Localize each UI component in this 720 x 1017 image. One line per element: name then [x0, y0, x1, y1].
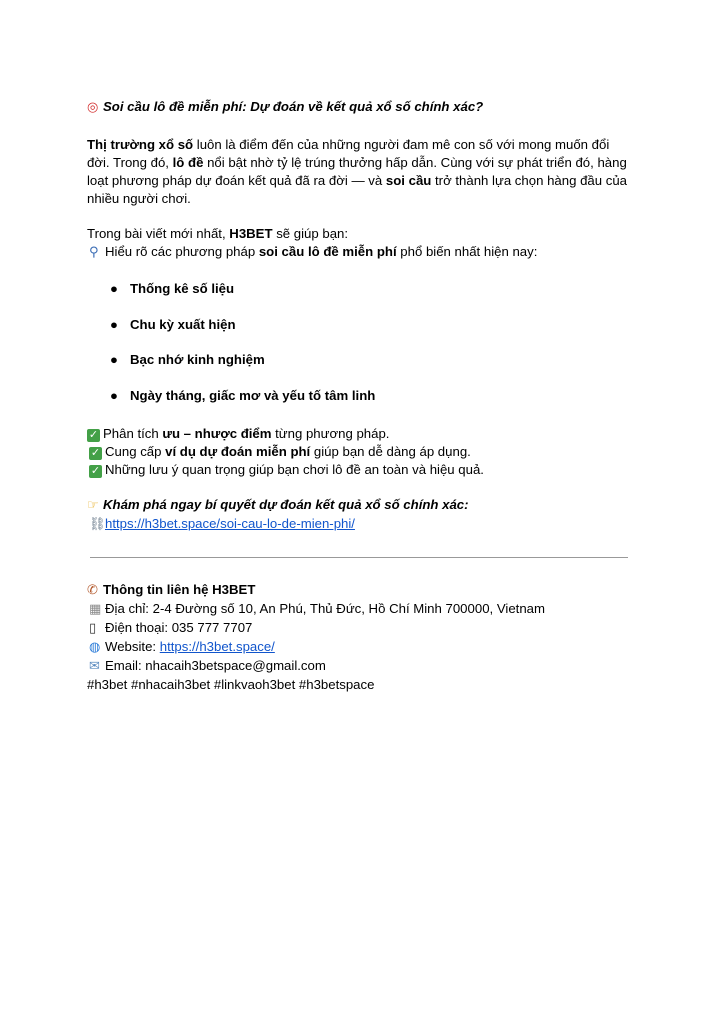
pointing-hand-icon: ☞	[87, 497, 99, 513]
link-icon: ⛓	[89, 516, 106, 532]
benefit-item	[87, 425, 635, 443]
check-icon: ✓	[90, 446, 101, 459]
list-item	[87, 316, 635, 334]
benefit-item	[87, 461, 635, 479]
explore-text: Khám phá ngay bí quyết dự đoán kết quả xổ số chính xác:	[103, 496, 469, 512]
building-icon: ▦	[89, 601, 102, 617]
article-heading	[87, 98, 635, 117]
list-item-label: Thống kê số liệu	[130, 281, 235, 296]
benefit-text-end: từng phương pháp.	[271, 425, 390, 441]
document-body	[87, 98, 635, 694]
help-brand: H3BET	[229, 226, 273, 241]
benefit-bold: ví dụ dự đoán miễn phí	[165, 443, 311, 459]
list-item-label: Chu kỳ xuất hiện	[130, 316, 236, 332]
help-line2-text-2: phổ biến nhất hiện nay:	[396, 244, 538, 259]
intro-paragraph	[87, 136, 635, 208]
phone-text: Điện thoại: 035 777 7707	[105, 619, 253, 635]
help-text-1: Trong bài viết mới nhất,	[87, 226, 230, 241]
intro-bold-3: soi cầu	[385, 173, 432, 188]
mobile-icon: ▯	[89, 620, 97, 636]
benefit-bold: ưu – nhược điểm	[162, 425, 272, 441]
list-item	[87, 280, 635, 298]
methods-list	[87, 280, 635, 405]
divider	[90, 557, 628, 558]
hashtags: #h3bet #nhacaih3bet #linkvaoh3bet #h3betspace	[87, 676, 375, 692]
contact-address	[87, 600, 635, 619]
target-icon: ◎	[87, 100, 99, 115]
list-item	[87, 387, 635, 405]
contact-section	[87, 581, 635, 676]
benefits-list	[87, 425, 635, 479]
contact-website	[87, 638, 635, 657]
magnifier-icon: ⚲	[89, 245, 99, 260]
bullet-icon: ●	[110, 352, 118, 367]
intro-text-3: trở thành lựa chọn hàng đầu của nhiều người chơi.	[87, 173, 628, 206]
benefit-text: Cung cấp	[105, 443, 166, 459]
help-line	[87, 225, 635, 243]
email-icon: ✉	[89, 658, 100, 674]
list-item-label: Bạc nhớ kinh nghiệm	[130, 352, 265, 367]
website-link[interactable]: https://h3bet.space/	[159, 638, 275, 654]
check-icon: ✓	[90, 464, 101, 477]
heading-text: Soi cầu lô đề miễn phí: Dự đoán về kết quả xổ số chính xác?	[103, 99, 484, 114]
explore-line	[87, 496, 635, 515]
help-line-2	[87, 243, 635, 262]
website-label: Website:	[105, 638, 160, 654]
benefit-item	[87, 443, 635, 461]
contact-title	[87, 581, 635, 600]
bullet-icon: ●	[110, 387, 118, 403]
phone-icon: ✆	[87, 582, 98, 598]
article-link[interactable]: https://h3bet.space/soi-cau-lo-de-mien-phi/	[105, 515, 355, 531]
check-icon: ✓	[88, 428, 99, 441]
contact-phone	[87, 619, 635, 638]
benefit-text: Những lưu ý quan trọng giúp bạn chơi lô đề an toàn và hiệu quả.	[105, 461, 484, 477]
benefit-text-end: giúp bạn dễ dàng áp dụng.	[310, 443, 471, 459]
help-line2-bold: soi cầu lô đề miễn phí	[258, 244, 397, 259]
intro-bold-2: lô đề	[172, 155, 204, 170]
intro-text-2: nổi bật nhờ tỷ lệ trúng thưởng hấp dẫn. Cùng với sự phát triển đó, hàng loạt phương pháp dự đoán kết quả đã ra đời — và	[87, 155, 627, 188]
globe-icon: ◍	[89, 639, 101, 655]
help-line2-text-1: Hiểu rõ các phương pháp	[105, 244, 259, 259]
email-text: Email: nhacaih3betspace@gmail.com	[105, 657, 326, 673]
intro-bold-1: Thị trường xổ số	[87, 137, 194, 152]
contact-title-text: Thông tin liên hệ H3BET	[103, 581, 256, 597]
address-text: Địa chỉ: 2-4 Đường số 10, An Phú, Thủ Đức, Hồ Chí Minh 700000, Vietnam	[105, 600, 545, 616]
list-item-label: Ngày tháng, giấc mơ và yếu tố tâm linh	[130, 387, 376, 403]
explore-section	[87, 496, 635, 534]
help-text-2: sẽ giúp bạn:	[272, 226, 349, 241]
contact-email	[87, 657, 635, 676]
list-item	[87, 351, 635, 369]
bullet-icon: ●	[110, 316, 118, 332]
explore-link-line	[87, 515, 635, 534]
benefit-text: Phân tích	[103, 425, 163, 441]
bullet-icon: ●	[110, 281, 118, 296]
intro-text-1: luôn là điểm đến của những người đam mê con số với mong muốn đổi đời. Trong đó,	[87, 137, 610, 170]
